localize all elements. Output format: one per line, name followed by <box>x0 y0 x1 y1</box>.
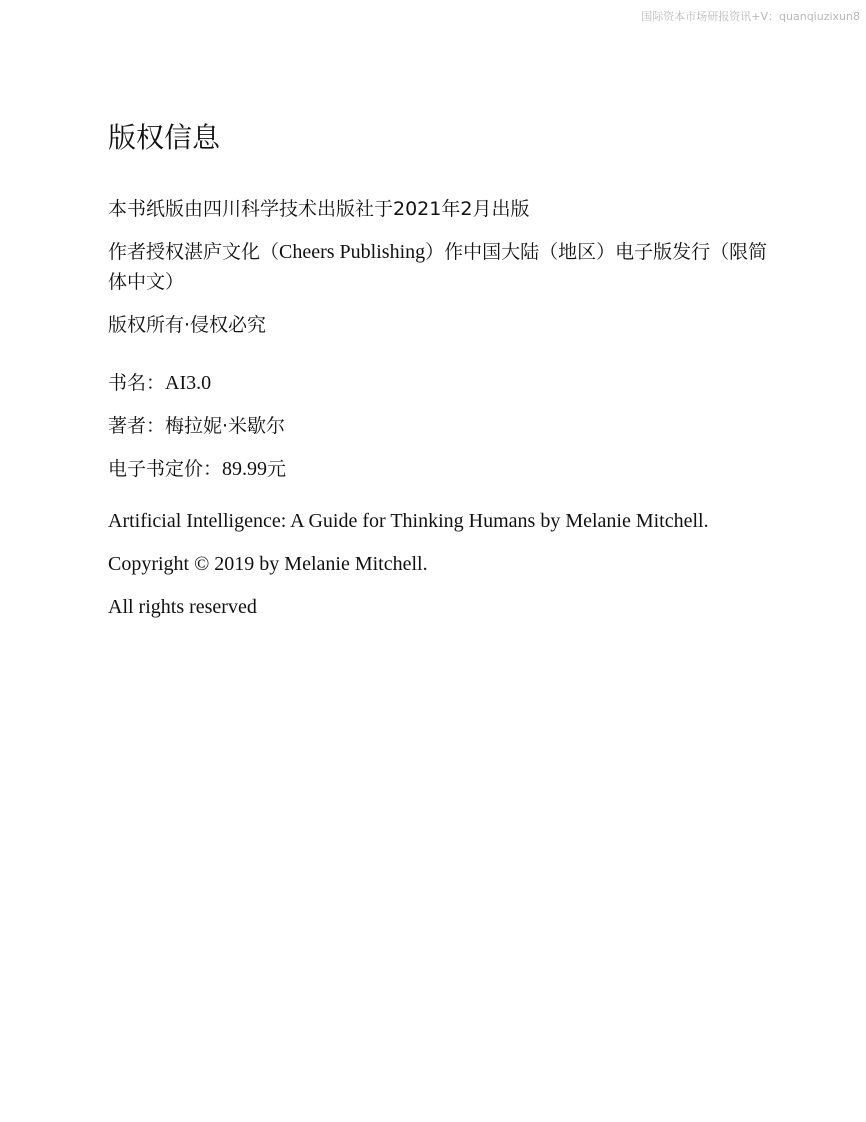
print-edition-line: 本书纸版由四川科学技术出版社于2021年2月出版 <box>108 198 530 220</box>
book-title-line <box>108 368 768 398</box>
publisher-name: Cheers Publishing <box>279 241 426 263</box>
copyright-line: Copyright © 2019 by Melanie Mitchell. <box>108 553 428 575</box>
original-title-line: Artificial Intelligence: A Guide for Thinking Humans by Melanie Mitchell. <box>108 510 709 532</box>
book-title-value: AI3.0 <box>165 372 212 394</box>
author-line <box>108 411 768 441</box>
rights-notice: 版权所有·侵权必究 <box>108 314 267 336</box>
watermark-text: 国际资本市场研报资讯+V：quanqiuzixun8 <box>641 10 860 23</box>
all-rights-line: All rights reserved <box>108 596 257 618</box>
book-title-label: 书名： <box>108 372 166 394</box>
price-unit: 元 <box>267 458 287 480</box>
author-label: 著者： <box>108 415 166 437</box>
original-edition-info <box>108 506 768 622</box>
price-value: 89.99 <box>222 458 268 480</box>
price-label: 电子书定价： <box>108 458 223 480</box>
page-title: 版权信息 <box>108 121 221 154</box>
author-value: 梅拉妮·米歇尔 <box>165 415 286 437</box>
book-info <box>108 368 768 484</box>
license-line-start: 作者授权湛庐文化（ <box>108 241 280 263</box>
price-line <box>108 454 768 484</box>
publication-info <box>108 194 768 340</box>
license-line <box>108 237 768 297</box>
copyright-page <box>108 118 768 635</box>
license-line-end: ）作中国大陆（地区）电子版发行（限简体中文） <box>108 241 768 293</box>
